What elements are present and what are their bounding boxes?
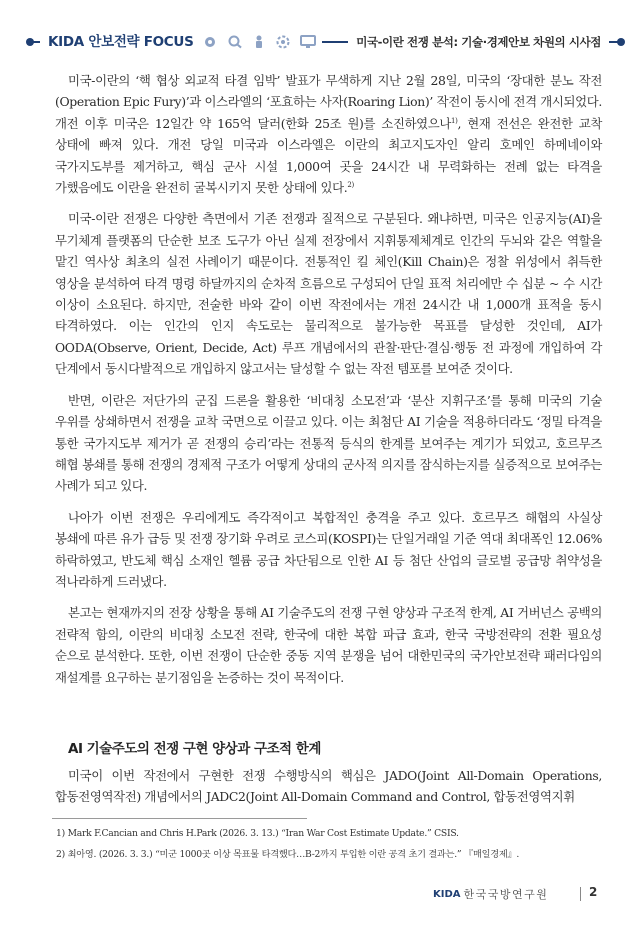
monitor-icon [300,35,316,49]
section-body [55,765,602,818]
footer-separator [580,887,581,901]
footnote-rule [52,818,307,819]
footnote: 1) Mark F.Cancian and Chris H.Park (2026. 3. 13.) “Iran War Cost Estimate Update.” CSIS. [56,828,459,839]
header-icon-strip [196,32,322,52]
paragraph-text: 미국-이란의 ‘핵 협상 외교적 타결 임박’ 발표가 무색하게 지난 2월 28일, 미국의 ‘장대한 분노 작전(Operation Epic Fury)’과 이스라엘의 ‘포효하는 사자(Roaring Lion)’ 작전이 동시에 전격 개시되었다. 개전 이후 미국은 12일간 약 165억 달러(한화 25조 원)를 소진하였으나 [55,73,602,131]
paragraph [55,70,602,198]
paragraph: 반면, 이란은 저단가의 군집 드론을 활용한 ‘비대칭 소모전’과 ‘분산 지휘구조’를 통해 미국의 기술 우위를 상쇄하면서 전쟁을 교착 국면으로 이끌고 있다. 이는 최첨단 AI 기술을 적용하더라도 ‘정밀 타격을 통한 국가지도부 제거가 곧 전쟁의 승리’라는 전통적 등식의 한계를 보여주는 계기가 되었고, 호르무즈 해협 봉쇄를 통해 전쟁의 경제적 구조가 어떻게 상대의 군사적 의지를 잠식하는지를 실증적으로 보여주는 사례가 되고 있다. [55,392,602,494]
page-number: 2 [589,885,598,899]
settings-icon [275,35,291,49]
footnote-ref: 1) [451,116,458,125]
paragraph: 나아가 이번 전쟁은 우리에게도 즉각적이고 복합적인 충격을 주고 있다. 호르무즈 해협의 사실상 봉쇄에 따른 유가 급등 및 전쟁 장기화 우려로 코스피(KOSPI)는 단일거래일 기준 역대 최대폭인 12.06% 하락하였고, 반도체 핵심 소재인 헬륨 공급 차단됨으로 인한 AI 등 첨단 산업의 글로벌 공급망 취약성을 적나라하게 드러냈다. [55,509,602,589]
footer-logo [433,886,548,902]
paragraph-text: , 현재 전선은 완전한 교착 상태에 빠져 있다. 개전 당일 미국과 이스라엘은 이란의 최고지도자인 알리 호메인 하메네이와 국가지도부를 제거하고, 핵심 군사 시설 1,000여 곳을 24시간 내 무력화하는 전례 없는 타격을 가했음에도 이란을 완전히 굴복시키지 못한 상태에 있다. [55,115,602,196]
body-text [55,70,602,698]
section-heading: AI 기술주도의 전쟁 구현 양상과 구조적 한계 [68,741,321,757]
figure-icon [252,35,266,49]
paragraph: 미국-이란 전쟁은 다양한 측면에서 기존 전쟁과 질적으로 구분된다. 왜냐하면, 미국은 인공지능(AI)을 무기체계 플랫폼의 단순한 보조 도구가 아닌 실제 전장에서 지휘통제체계로 인간의 두뇌와 같은 역할을 맡긴 역사상 최초의 실전 사례이기 때문이다. 전통적인 킬 체인(Kill Chain)은 정찰 위성에서 취득한 영상을 분석하여 타격 명령 하달까지의 순차적 흐름으로 구성되어 단일 표적 처리에만 수 십분 ~ 수 시간 이상이 소요된다. 하지만, 전술한 바와 같이 이번 작전에서는 개전 24시간 내 1,000개 표적을 동시 타격하였다. 이는 인간의 인지 속도로는 물리적으로 불가능한 목표를 달성한 것인데, AI가 OODA(Observe, Orient, Decide, Act) 루프 개념에서의 관찰·판단·결심·행동 전 과정에 개입하여 각 단계에서 동시다발적으로 개입하지 않고서는 달성할 수 없는 작전 템포를 보여준 것이다. [55,211,602,377]
page-header [0,0,643,62]
footnote: 2) 최아영. (2026. 3. 3.) “미군 1000곳 이상 목표물 타격했다…B-2까지 투입한 이란 공격 초기 결과는.” 『매일경제』. [56,849,520,860]
gear-icon [202,35,218,49]
paragraph: 미국이 이번 작전에서 구현한 전쟁 수행방식의 핵심은 JADO(Joint All-Domain Operations, 합동전영역작전) 개념에서의 JADC2(Joint All-Domain Command and Control, 합동전영역지휘 [55,768,602,805]
header-dot-left [26,38,34,46]
magnifier-icon [227,35,243,49]
paragraph: 본고는 현재까지의 전장 상황을 통해 AI 기술주도의 전쟁 구현 양상과 구조적 한계, AI 거버넌스 공백의 전략적 함의, 이란의 비대칭 소모전 전략, 한국에 대한 복합 파급 효과, 한국 국방전략의 전환 필요성 순으로 분석한다. 또한, 이번 전쟁이 단순한 중동 지역 분쟁을 넘어 대한민국의 국가안보전략 패러다임의 재설계를 요구하는 분기점임을 논증하는 것이 목적이다. [55,605,602,685]
logo-text: 한국국방연구원 [463,888,549,901]
publication-brand: KIDA 안보전략 FOCUS [40,32,202,52]
logo-mark: KIDA [433,888,461,900]
footnote-ref: 2) [347,180,354,189]
header-title: 미국-이란 전쟁 분석: 기술·경제안보 차원의 시사점 [348,32,609,52]
header-dot-right [617,38,625,46]
